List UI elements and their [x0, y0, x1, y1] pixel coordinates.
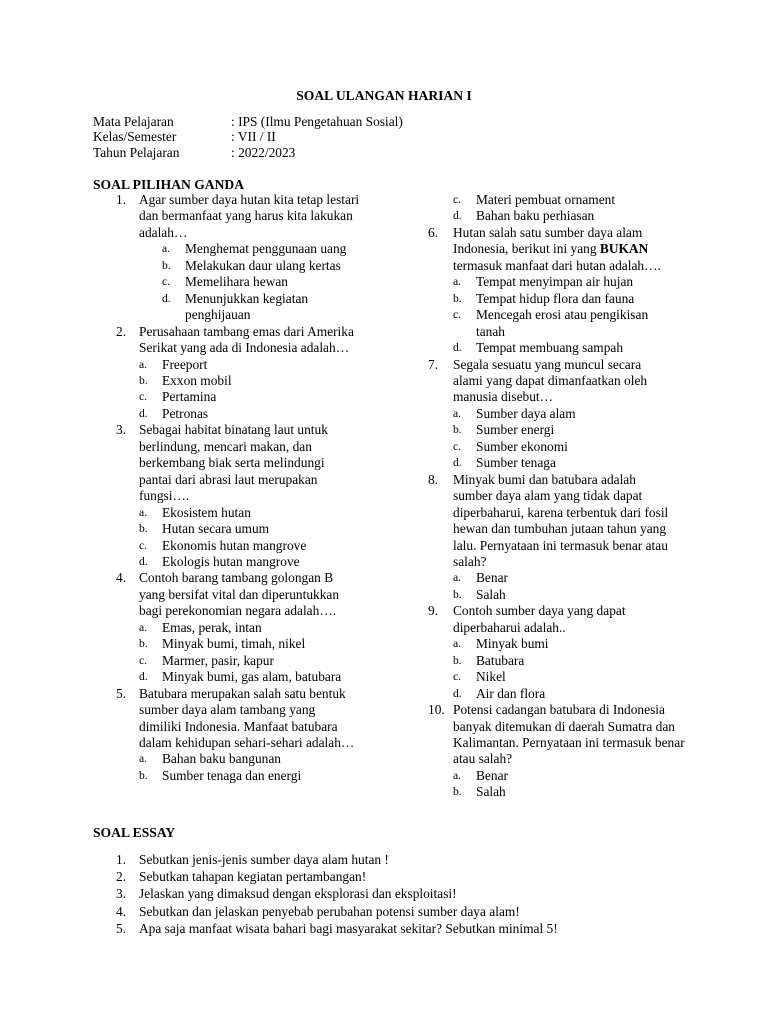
option-item	[139, 768, 366, 784]
option-text: Tempat hidup flora dan fauna	[476, 290, 635, 306]
option-text: Freeport	[162, 356, 208, 372]
mc-question-6	[428, 225, 688, 274]
question-text: Sebutkan dan jelaskan penyebab perubahan potensi sumber daya alam!	[139, 903, 520, 919]
essay-question-2	[116, 868, 558, 885]
option-item	[453, 653, 688, 669]
option-letter: a.	[139, 752, 148, 766]
question-text: Sebutkan tahapan kegiatan pertambangan!	[139, 869, 367, 885]
option-text: Exxon mobil	[162, 372, 232, 388]
mc-column-right	[428, 192, 688, 801]
option-text: Memelihara hewan	[185, 274, 288, 290]
option-item	[139, 406, 366, 422]
option-item	[139, 389, 366, 405]
option-letter: b.	[139, 637, 148, 651]
mc-options-5	[116, 751, 366, 784]
essay-question-5	[116, 920, 558, 937]
question-number: 4.	[116, 570, 127, 586]
option-letter: a.	[139, 620, 148, 634]
option-letter: d.	[162, 291, 171, 305]
option-letter: a.	[139, 357, 148, 371]
mc-section-title: SOAL PILIHAN GANDA	[93, 177, 245, 192]
option-text: Melakukan daur ulang kertas	[185, 257, 341, 273]
mc-options-4	[116, 620, 366, 686]
mc-options-3	[116, 505, 366, 571]
option-item	[139, 521, 366, 537]
meta-row-year	[93, 145, 403, 160]
option-text: Minyak bumi, gas alam, batubara	[162, 669, 342, 685]
option-letter: b.	[162, 258, 171, 272]
mc-question-1	[116, 192, 366, 241]
option-letter: b.	[453, 587, 462, 601]
question-number: 2.	[116, 323, 127, 339]
option-item	[453, 291, 688, 307]
option-text: Hutan secara umum	[162, 521, 270, 537]
option-text: Batubara	[476, 652, 525, 668]
option-item	[139, 538, 366, 554]
mc-options-5-continued	[428, 192, 688, 225]
option-letter: b.	[453, 785, 462, 799]
option-letter: b.	[139, 522, 148, 536]
question-number: 1.	[116, 852, 127, 867]
mc-question-7	[428, 357, 688, 406]
option-item	[139, 751, 366, 767]
meta-value: : VII / II	[231, 129, 276, 145]
mc-options-9	[428, 636, 688, 702]
meta-block	[93, 114, 403, 160]
question-text: Sebutkan jenis-jenis sumber daya alam hutan !	[139, 852, 389, 867]
option-letter: b.	[453, 291, 462, 305]
option-text: Minyak bumi	[476, 636, 549, 652]
document-title: SOAL ULANGAN HARIAN I	[296, 88, 472, 103]
option-item	[162, 291, 366, 324]
meta-label: Tahun Pelajaran	[93, 144, 180, 160]
option-item	[453, 686, 688, 702]
mc-options-2	[116, 357, 366, 423]
question-number: 6.	[428, 224, 439, 240]
option-item	[453, 192, 688, 208]
essay-question-1	[116, 851, 558, 868]
question-text: Sebagai habitat binatang laut untuk berlindung, mencari makan, dan berkembang biak serta melindungi pantai dari abrasi laut merupakan fungsi….	[139, 422, 328, 504]
option-letter: b.	[139, 373, 148, 387]
option-text: Petronas	[162, 405, 209, 421]
mc-options-8	[428, 570, 688, 603]
option-item	[453, 274, 688, 290]
option-letter: b.	[453, 653, 462, 667]
option-text: Sumber tenaga dan energi	[162, 767, 302, 783]
mc-options-10	[428, 768, 688, 801]
meta-row-class	[93, 129, 403, 144]
option-item	[453, 570, 688, 586]
option-letter: c.	[162, 275, 171, 289]
question-emphasis: BUKAN	[599, 241, 649, 257]
option-item	[139, 620, 366, 636]
option-text: Salah	[476, 784, 506, 800]
meta-label: Mata Pelajaran	[93, 114, 174, 129]
option-text: Ekosistem hutan	[162, 504, 251, 520]
question-text-pre: Hutan salah satu sumber daya alam Indonesia, berikut ini yang	[453, 224, 643, 257]
option-text: Minyak bumi, timah, nikel	[162, 636, 306, 652]
option-letter: d.	[453, 209, 462, 223]
option-text: Ekonomis hutan mangrove	[162, 537, 307, 553]
option-text: Nikel	[476, 669, 506, 685]
mc-question-2	[116, 324, 366, 357]
option-text: Sumber energi	[476, 422, 555, 438]
question-number: 10.	[428, 702, 445, 718]
mc-question-5	[116, 686, 366, 752]
question-number: 3.	[116, 422, 127, 438]
option-text: Benar	[476, 570, 508, 586]
meta-value: : 2022/2023	[231, 144, 296, 160]
option-letter: d.	[453, 341, 462, 355]
option-letter: c.	[139, 538, 148, 552]
option-text: Marmer, pasir, kapur	[162, 652, 274, 668]
option-letter: b.	[139, 768, 148, 782]
option-letter: a.	[453, 637, 462, 651]
question-number: 8.	[428, 471, 439, 487]
option-item	[162, 274, 366, 290]
option-item	[453, 340, 688, 356]
option-item	[139, 636, 366, 652]
option-letter: c.	[453, 308, 462, 322]
option-text: Pertamina	[162, 389, 217, 405]
option-item	[139, 373, 366, 389]
question-text	[453, 225, 688, 274]
option-item	[139, 554, 366, 570]
option-letter: d.	[453, 686, 462, 700]
option-text: Air dan flora	[476, 685, 546, 701]
mc-options-1	[116, 241, 366, 323]
question-number: 7.	[428, 356, 439, 372]
mc-question-3	[116, 422, 366, 504]
option-item	[453, 455, 688, 471]
question-text: Contoh barang tambang golongan B yang bersifat vital dan diperuntukkan bagi perekonomian negara adalah….	[139, 570, 340, 619]
essay-section-title: SOAL ESSAY	[93, 825, 176, 840]
option-letter: d.	[139, 554, 148, 568]
option-text: Benar	[476, 767, 508, 783]
option-item	[453, 406, 688, 422]
essay-list	[116, 851, 558, 937]
option-text: Sumber daya alam	[476, 405, 576, 421]
option-letter: a.	[453, 571, 462, 585]
mc-question-10	[428, 702, 688, 768]
option-letter: c.	[453, 670, 462, 684]
option-letter: a.	[162, 242, 171, 256]
option-letter: a.	[453, 406, 462, 420]
question-number: 1.	[116, 192, 127, 207]
question-text: Minyak bumi dan batubara adalah sumber daya alam yang tidak dapat diperbaharui, karena terbentuk dari fosil hewan dan tumbuhan jutaan tahun yang lalu. Pernyataan ini termasuk benar atau salah?	[453, 471, 669, 569]
option-text: Mencegah erosi atau pengikisan tanah	[476, 307, 649, 339]
essay-question-4	[116, 903, 558, 920]
option-letter: a.	[453, 768, 462, 782]
option-text: Materi pembuat ornament	[476, 192, 616, 207]
question-number: 5.	[116, 685, 127, 701]
option-letter: d.	[139, 406, 148, 420]
option-item	[139, 505, 366, 521]
question-text: Potensi cadangan batubara di Indonesia banyak ditemukan di daerah Sumatra dan Kalimantan. Pernyataan ini termasuk benar atau salah?	[453, 702, 685, 767]
question-number: 9.	[428, 603, 439, 619]
mc-column-left	[116, 192, 366, 784]
option-text: Sumber tenaga	[476, 455, 556, 471]
question-text: Contoh sumber daya yang dapat diperbaharui adalah..	[453, 603, 626, 635]
option-item	[453, 208, 688, 224]
mc-question-9	[428, 603, 688, 636]
option-text: Menunjukkan kegiatan penghijauan	[185, 290, 309, 323]
option-item	[162, 258, 366, 274]
option-item	[453, 636, 688, 652]
question-text: Jelaskan yang dimaksud dengan eksplorasi dan eksploitasi!	[139, 886, 457, 902]
question-text: Batubara merupakan salah satu bentuk sumber daya alam tambang yang dimiliki Indonesia. Manfaat batubara dalam kehidupan sehari-sehari adalah…	[139, 685, 355, 750]
meta-label: Kelas/Semester	[93, 129, 177, 145]
option-item	[139, 357, 366, 373]
option-letter: c.	[453, 439, 462, 453]
question-text: Agar sumber daya hutan kita tetap lestari dan bermanfaat yang harus kita lakukan adalah…	[139, 192, 360, 240]
option-letter: b.	[453, 423, 462, 437]
question-number: 4.	[116, 903, 127, 919]
option-item	[453, 784, 688, 800]
option-text: Tempat menyimpan air hujan	[476, 274, 634, 290]
question-text: Apa saja manfaat wisata bahari bagi masyarakat sekitar? Sebutkan minimal 5!	[139, 920, 558, 936]
option-text: Bahan baku bangunan	[162, 751, 281, 767]
option-letter: a.	[453, 275, 462, 289]
question-number: 2.	[116, 869, 127, 885]
mc-options-6	[428, 274, 688, 356]
option-item	[139, 669, 366, 685]
option-letter: c.	[139, 653, 148, 667]
meta-row-subject	[93, 114, 403, 129]
essay-question-3	[116, 885, 558, 902]
option-item	[453, 422, 688, 438]
option-text: Ekologis hutan mangrove	[162, 553, 300, 569]
option-text: Emas, perak, intan	[162, 619, 262, 635]
question-number: 5.	[116, 920, 127, 936]
option-letter: a.	[139, 505, 148, 519]
option-letter: c.	[139, 390, 148, 404]
option-item	[139, 653, 366, 669]
option-item	[453, 439, 688, 455]
option-text: Salah	[476, 586, 506, 602]
question-number: 3.	[116, 886, 127, 902]
option-text: Tempat membuang sampah	[476, 340, 624, 356]
option-item	[453, 669, 688, 685]
option-text: Bahan baku perhiasan	[476, 208, 595, 224]
mc-question-4	[116, 570, 366, 619]
option-text: Menghemat penggunaan uang	[185, 241, 347, 257]
option-item	[453, 768, 688, 784]
question-text: Perusahaan tambang emas dari Amerika Serikat yang ada di Indonesia adalah…	[139, 323, 354, 356]
option-item	[162, 241, 366, 257]
option-text: Sumber ekonomi	[476, 438, 568, 454]
option-item	[453, 587, 688, 603]
option-letter: c.	[453, 193, 462, 206]
meta-value: : IPS (Ilmu Pengetahuan Sosial)	[231, 114, 403, 129]
mc-options-7	[428, 406, 688, 472]
mc-question-8	[428, 472, 688, 571]
option-letter: d.	[139, 670, 148, 684]
option-item	[453, 307, 688, 340]
question-text: Segala sesuatu yang muncul secara alami yang dapat dimanfaatkan oleh manusia disebut…	[453, 356, 648, 405]
option-letter: d.	[453, 456, 462, 470]
question-text-post: termasuk manfaat dari hutan adalah….	[453, 257, 661, 273]
